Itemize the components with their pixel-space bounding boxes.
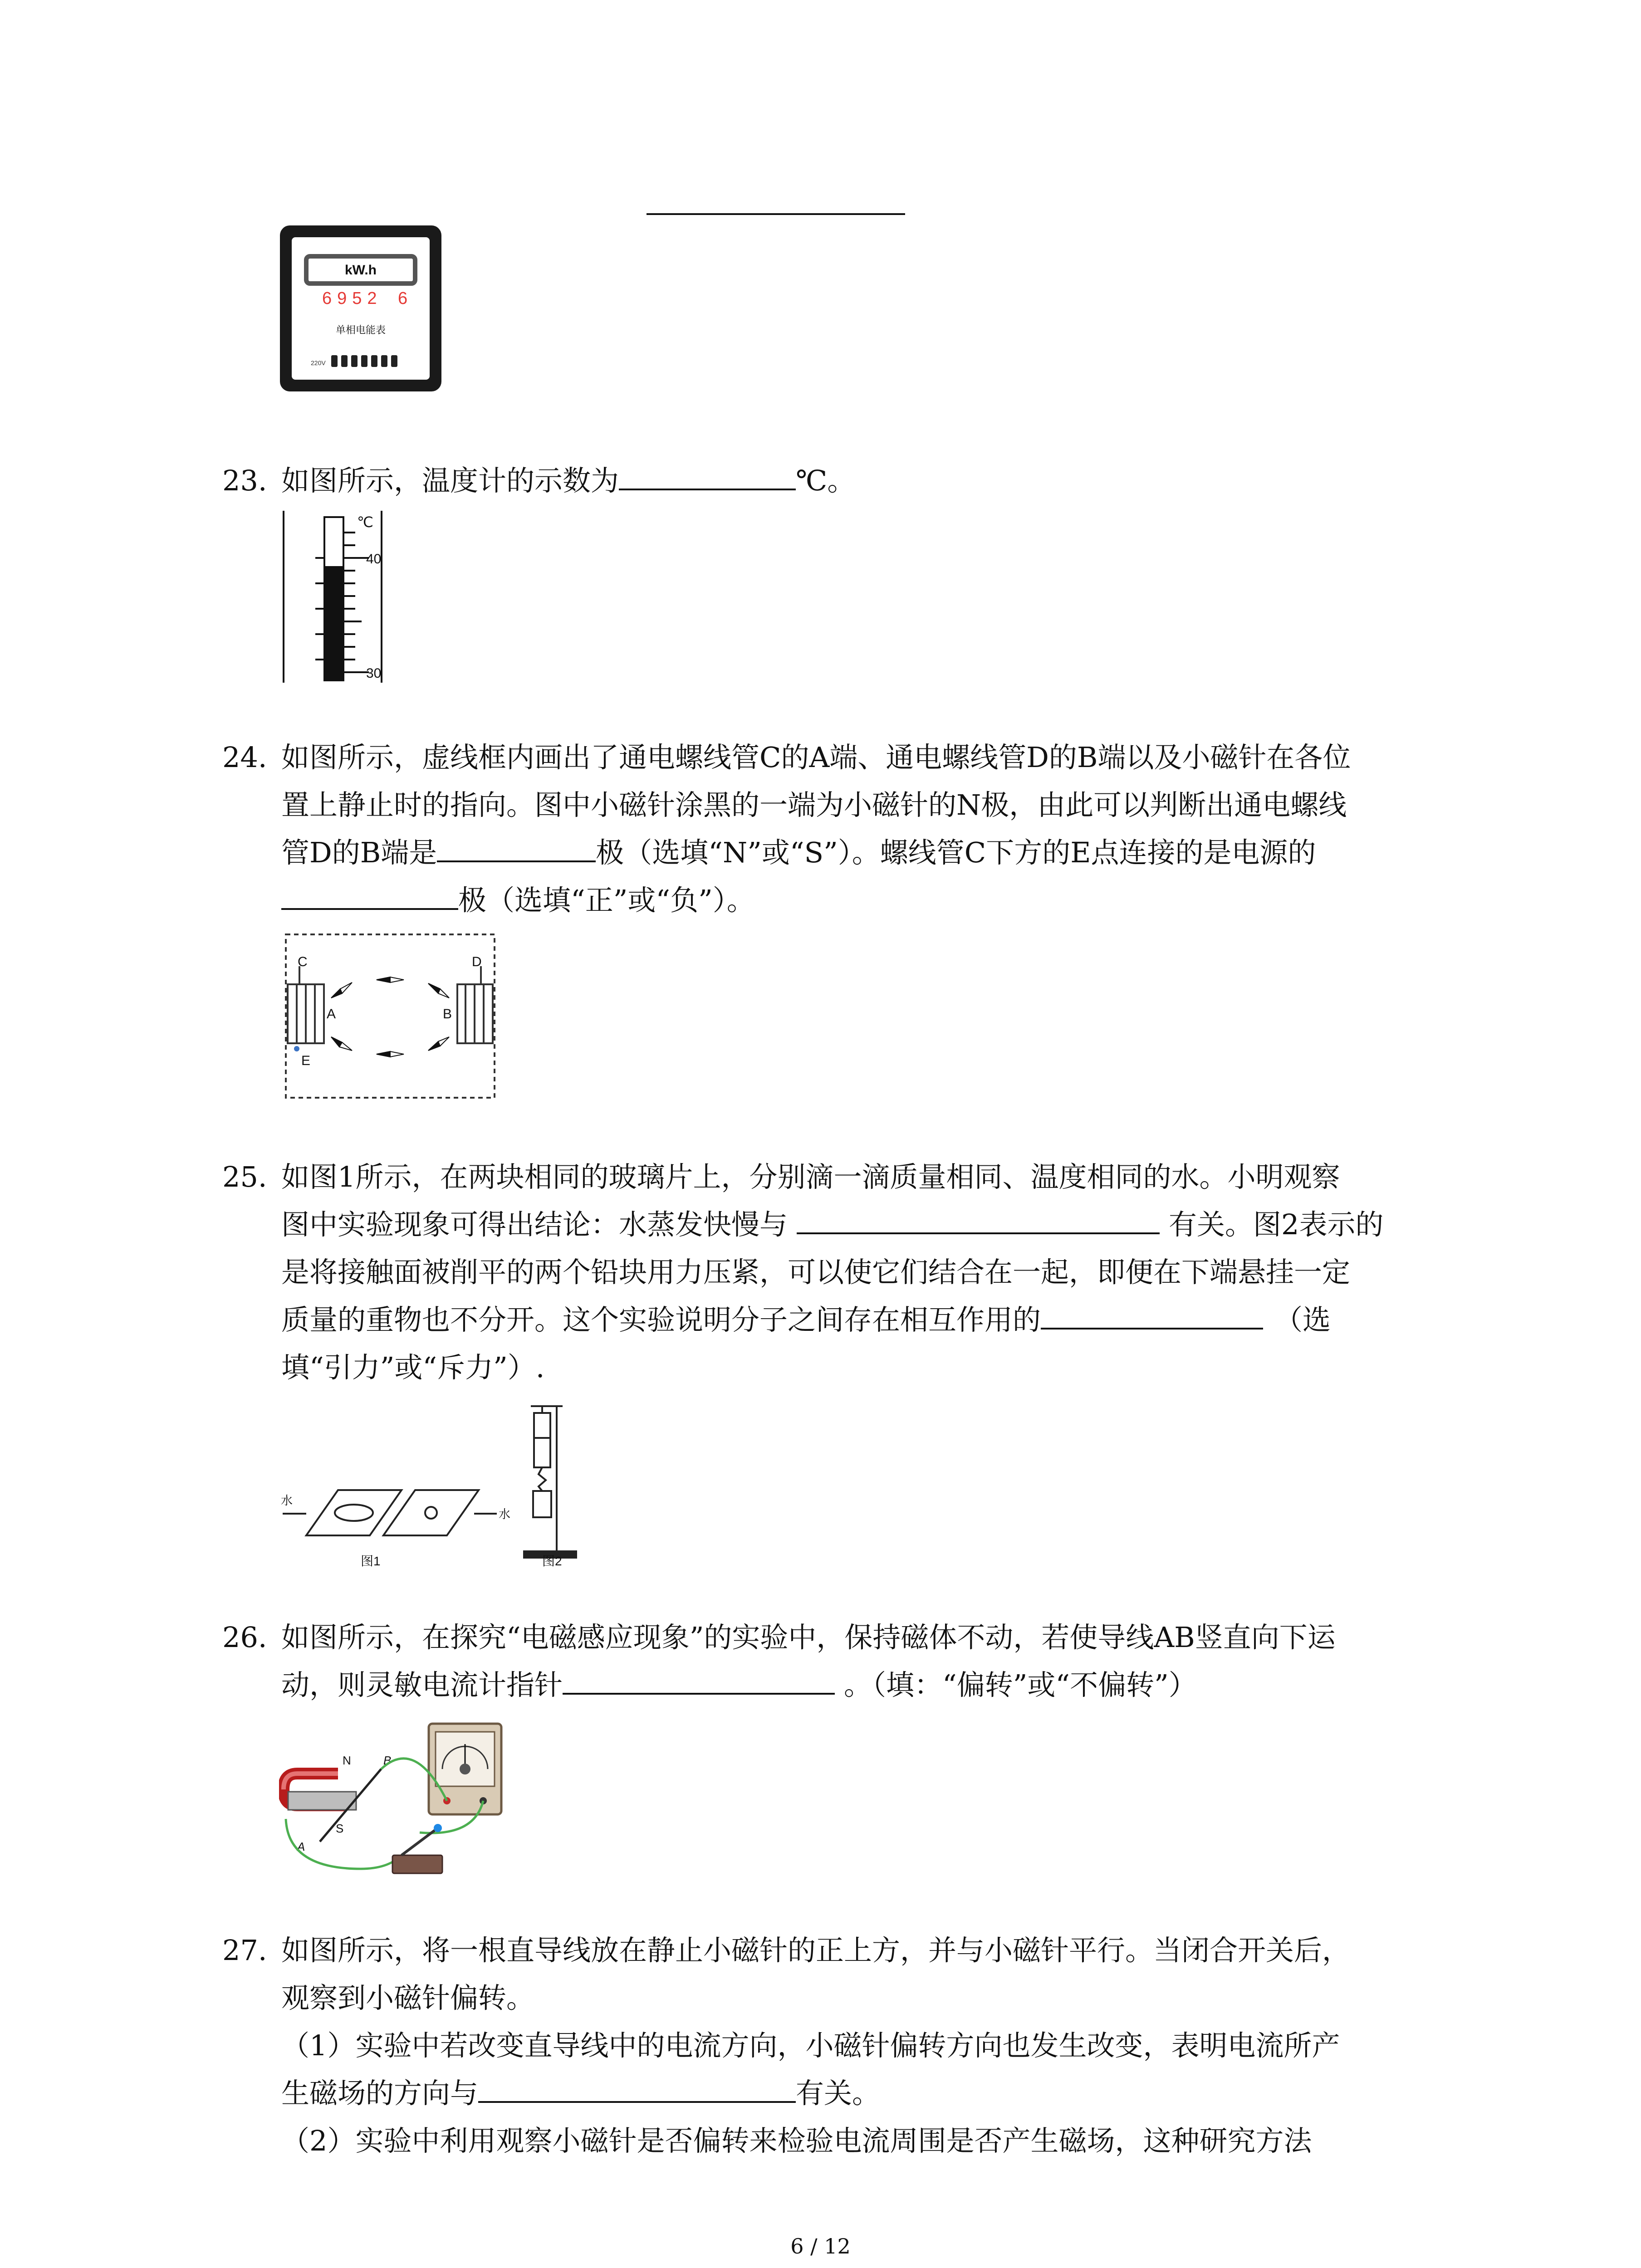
q27-sub2-line1: （2）实验中利用观察小磁针是否偏转来检验电流周围是否产生磁场，这种研究方法 — [281, 2124, 1312, 2157]
meter-reading-decimal: 6 — [398, 289, 408, 308]
thermometer-tick-40: 40 — [366, 552, 382, 567]
q25-line4-before: 质量的重物也不分开。这个实验说明分子之间存在相互作用的 — [281, 1303, 1041, 1336]
q26-answer-blank[interactable] — [563, 1667, 835, 1695]
solenoid-diagram — [281, 930, 499, 1102]
q25-line5: 填“引力”或“斥力”）. — [281, 1351, 545, 1384]
q25-line2-before: 图中实验现象可得出结论：水蒸发快慢与 — [281, 1208, 788, 1241]
q25-line1: 如图1所示，在两块相同的玻璃片上，分别滴一滴质量相同、温度相同的水。小明观察 — [281, 1160, 1340, 1193]
wire-a-label: A — [297, 1840, 305, 1853]
q23-text — [281, 458, 855, 503]
question-number: 24. — [222, 741, 267, 774]
q26-line2-after: 。（填：“偏转”或“不偏转”） — [844, 1668, 1197, 1701]
q23-answer-blank[interactable] — [619, 463, 796, 490]
water-label-right: 水 — [499, 1507, 511, 1521]
q24-line1: 如图所示，虚线框内画出了通电螺线管C的A端、通电螺线管D的B端以及小磁针在各位 — [281, 741, 1351, 774]
q27-answer-blank[interactable] — [478, 2076, 796, 2103]
knife-switch — [392, 1855, 442, 1873]
q23-text-after: ℃。 — [796, 464, 856, 497]
meter-reading: 6952 — [322, 289, 382, 308]
thermometer-liquid-column — [324, 566, 343, 680]
thermometer-image — [279, 508, 397, 685]
electromagnetic-induction-figure — [279, 1719, 506, 1896]
label-a: A — [327, 1007, 336, 1022]
question-number: 27. — [222, 1934, 267, 1967]
q27-line2: 观察到小磁针偏转。 — [281, 1981, 535, 2014]
q24-line3 — [281, 830, 1316, 875]
wire-b-label: B — [383, 1754, 392, 1767]
page-number: 6 / 12 — [790, 2234, 851, 2258]
q24-line4-after: 极（选填“正”或“负”）。 — [458, 884, 755, 917]
question-number: 23. — [222, 464, 267, 497]
question-number: 25. — [222, 1160, 267, 1193]
q25-line3: 是将接触面被削平的两个铅块用力压紧，可以使它们结合在一起，即便在下端悬挂一定 — [281, 1256, 1351, 1289]
thermometer-unit: ℃ — [357, 514, 373, 530]
label-d: D — [472, 954, 482, 969]
q25-answer-blank-2[interactable] — [1041, 1302, 1263, 1330]
q24-line3-after: 极（选填“N”或“S”）。螺线管C下方的E点连接的是电源的 — [596, 836, 1316, 869]
label-e: E — [301, 1053, 311, 1068]
magnet-n-label: N — [343, 1754, 351, 1767]
question-number: 26. — [222, 1621, 267, 1654]
label-c: C — [298, 954, 308, 969]
q25-line4 — [281, 1297, 1331, 1343]
q24-line2: 置上静止时的指向。图中小磁针涂黑的一端为小磁针的N极，由此可以判断出通电螺线 — [281, 788, 1347, 821]
q25-line2-after: 有关。图2表示的 — [1169, 1208, 1384, 1241]
energy-meter-image — [279, 225, 442, 392]
q26-line1: 如图所示，在探究“电磁感应现象”的实验中，保持磁体不动，若使导线AB竖直向下运 — [281, 1621, 1336, 1654]
fig1-label: 图1 — [361, 1554, 381, 1568]
q25-line4-after: （选 — [1274, 1303, 1331, 1336]
q26-line2-before: 动，则灵敏电流计指针 — [281, 1668, 563, 1701]
magnet-s-label: S — [336, 1822, 344, 1835]
thermometer-tick-30: 30 — [366, 666, 382, 681]
q27-sub1-line2 — [281, 2071, 880, 2116]
meter-label: 单相电能表 — [335, 324, 386, 336]
q25-answer-blank-1[interactable] — [797, 1207, 1160, 1234]
q27-sub1-line2-before: 生磁场的方向与 — [281, 2077, 479, 2110]
q26-line2 — [281, 1662, 1197, 1708]
q23-text-before: 如图所示，温度计的示数为 — [281, 464, 619, 497]
meter-small-text: 220V — [311, 359, 326, 367]
q24-answer-blank-1[interactable] — [437, 835, 596, 862]
q24-line3-before: 管D的B端是 — [281, 836, 437, 869]
q24-answer-blank-2[interactable] — [281, 883, 458, 910]
q25-line2 — [281, 1202, 1383, 1247]
meter-unit: kW.h — [344, 263, 377, 278]
answer-blank-top[interactable] — [647, 195, 905, 215]
q27-sub1-line2-after: 有关。 — [796, 2077, 881, 2110]
q24-line4 — [281, 878, 755, 923]
evaporation-and-lead-blocks-figure — [279, 1399, 606, 1581]
q27-sub1-line1: （1）实验中若改变直导线中的电流方向，小磁针偏转方向也发生改变，表明电流所产 — [281, 2029, 1340, 2062]
fig2-label: 图2 — [542, 1554, 562, 1568]
label-b: B — [443, 1007, 452, 1022]
q27-line1: 如图所示，将一根直导线放在静止小磁针的正上方，并与小磁针平行。当闭合开关后， — [281, 1934, 1351, 1967]
water-label-left: 水 — [281, 1494, 293, 1507]
